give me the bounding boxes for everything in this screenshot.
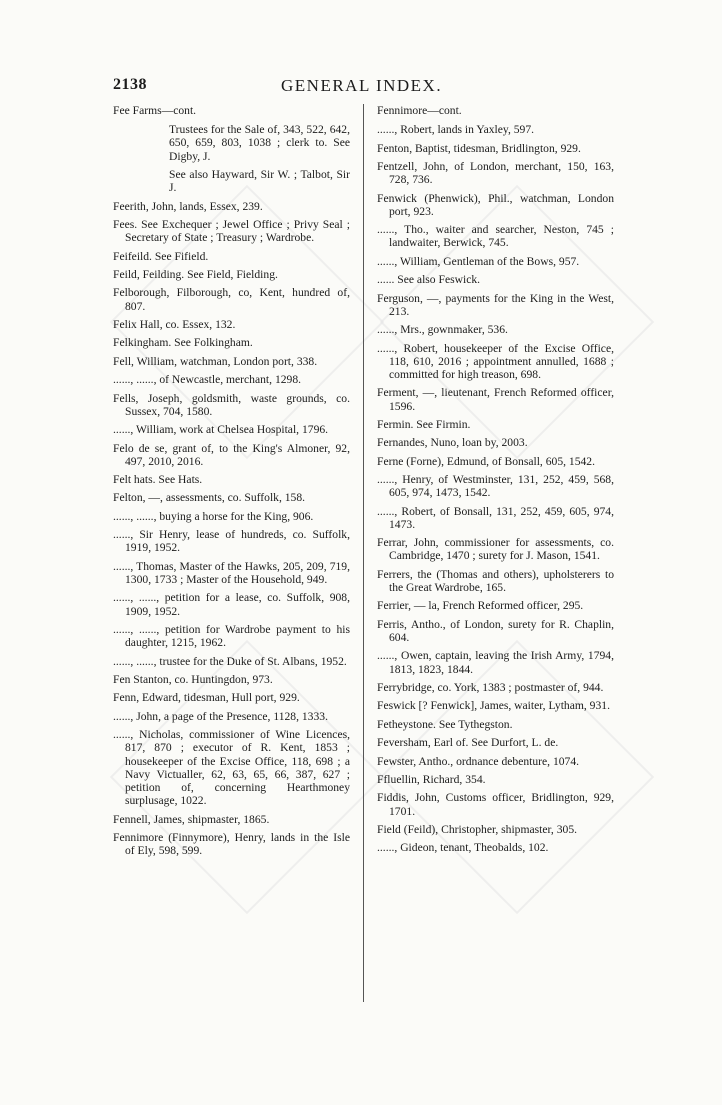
index-entry: Felkingham. See Folkingham. [113, 336, 253, 350]
page-number: 2138 [113, 76, 147, 93]
index-entry: Feifeild. See Fifield. [113, 249, 209, 263]
index-entry: ......, William, work at Chelsea Hospital, 1796. [113, 423, 329, 437]
index-entry: Fen Stanton, co. Huntingdon, 973. [113, 673, 273, 687]
index-entry: ......, William, Gentleman of the Bows, 957. [377, 254, 580, 268]
index-entry: ......, Thomas, Master of the Hawks, 205, 209, 719, 1300, 1733 ; Master of the Household, 949. [113, 559, 350, 587]
index-entry: Feild, Feilding. See Field, Fielding. [113, 267, 278, 281]
index-entry: Ferrar, John, commissioner for assessments, co. Cambridge, 1470 ; surety for J. Mason, 1541. [377, 536, 614, 563]
index-entry: Fenwick (Phenwick), Phil., watchman, London port, 923. [377, 191, 614, 218]
index-entry: ......, John, a page of the Presence, 1128, 1333. [113, 709, 328, 723]
index-entry: ...... See also Feswick. [377, 273, 481, 287]
index-entry: Fells, Joseph, goldsmith, waste grounds, co. Sussex, 704, 1580. [113, 391, 350, 418]
index-entry: Felborough, Filborough, co, Kent, hundred of, 807. [113, 286, 350, 313]
index-entry: Fiddis, John, Customs officer, Bridlington, 929, 1701. [377, 791, 614, 818]
index-entry: Field (Feild), Christopher, shipmaster, 305. [377, 822, 578, 836]
index-entry: Feversham, Earl of. See Durfort, L. de. [377, 736, 559, 750]
index-column-left [113, 104, 350, 863]
index-entry: Fees. See Exchequer ; Jewel Office ; Privy Seal ; Secretary of State ; Treasury ; Wardrobe. [113, 217, 350, 245]
index-entry: Fermin. See Firmin. [377, 417, 471, 431]
index-entry: Fennimore—cont. [377, 104, 462, 117]
index-entry: ......, Tho., waiter and searcher, Neston, 745 ; landwaiter, Berwick, 745. [377, 223, 614, 250]
index-entry: Ferrier, — la, French Reformed officer, 295. [377, 599, 584, 613]
index-entry: Fenn, Edward, tidesman, Hull port, 929. [113, 691, 300, 705]
index-entry: ......, ......, of Newcastle, merchant, 1298. [113, 373, 302, 387]
index-entry: Felt hats. See Hats. [113, 473, 203, 487]
index-entry: ......, Sir Henry, lease of hundreds, co. Suffolk, 1919, 1952. [113, 528, 350, 555]
index-entry: ......, ......, petition for Wardrobe payment to his daughter, 1215, 1962. [113, 623, 350, 650]
index-entry: ......, Nicholas, commissioner of Wine Licences, 817, 870 ; executor of R. Kent, 1853 ; housekeeper of the Excise Office, 118, 698 ; a Navy Victualler, 62, 63, 65, 66, 387, 627 ; petition of, concerning Hearthmoney surplusage, 1022. [113, 728, 350, 808]
index-entry: Ferne (Forne), Edmund, of Bonsall, 605, 1542. [377, 454, 595, 468]
index-entry: Fell, William, watchman, London port, 338. [113, 354, 318, 368]
index-entry: ......, ......, trustee for the Duke of St. Albans, 1952. [113, 654, 347, 668]
index-entry: Ferris, Antho., of London, surety for R. Chaplin, 604. [377, 617, 614, 645]
index-entry: Felix Hall, co. Essex, 132. [113, 317, 236, 331]
index-entry: ......, ......, buying a horse for the King, 906. [113, 509, 314, 523]
index-entry: Felo de se, grant of, to the King's Almoner, 92, 497, 2010, 2016. [113, 441, 350, 468]
index-entry: ......, Owen, captain, leaving the Irish Army, 1794, 1813, 1823, 1844. [377, 649, 614, 676]
index-entry: Ffluellin, Richard, 354. [377, 773, 486, 786]
index-entry: Fetheystone. See Tythegston. [377, 717, 513, 731]
index-entry: Ferguson, —, payments for the King in the West, 213. [377, 291, 614, 318]
page-header [113, 76, 613, 98]
index-entry: ......, Robert, of Bonsall, 131, 252, 459, 605, 974, 1473. [377, 504, 614, 531]
index-entry: Felton, —, assessments, co. Suffolk, 158. [113, 491, 306, 505]
column-divider [363, 104, 364, 1002]
index-entry: Feerith, John, lands, Essex, 239. [113, 199, 263, 213]
index-entry: Ferrers, the (Thomas and others), upholsterers to the Great Wardrobe, 165. [377, 567, 614, 595]
index-entry: See also Hayward, Sir W. ; Talbot, Sir J. [169, 168, 350, 195]
index-entry: ......, Gideon, tenant, Theobalds, 102. [377, 841, 549, 855]
index-entry: Fernandes, Nuno, loan by, 2003. [377, 436, 528, 450]
index-entry: Fennell, James, shipmaster, 1865. [113, 812, 270, 826]
index-entry: Fentzell, John, of London, merchant, 150, 163, 728, 736. [377, 159, 614, 187]
index-entry: Fennimore (Finnymore), Henry, lands in the Isle of Ely, 598, 599. [113, 831, 350, 858]
index-entry: ......, Mrs., gownmaker, 536. [377, 323, 508, 337]
running-title: GENERAL INDEX. [281, 76, 443, 95]
index-entry: Trustees for the Sale of, 343, 522, 642, 650, 659, 803, 1038 ; clerk to. See Digby, J. [169, 123, 350, 163]
index-entry: ......, ......, petition for a lease, co. Suffolk, 908, 1909, 1952. [113, 591, 350, 618]
index-column-right [377, 104, 614, 860]
index-entry: ......, Henry, of Westminster, 131, 252, 459, 568, 605, 974, 1473, 1542. [377, 473, 614, 500]
index-entry: Fenton, Baptist, tidesman, Bridlington, 929. [377, 141, 581, 155]
index-entry: Fewster, Antho., ordnance debenture, 1074. [377, 754, 580, 768]
index-entry: ......, Robert, lands in Yaxley, 597. [377, 123, 535, 137]
index-entry: Fee Farms—cont. [113, 104, 197, 117]
index-entry: Ferment, —, lieutenant, French Reformed officer, 1596. [377, 386, 614, 413]
index-entry: Ferrybridge, co. York, 1383 ; postmaster of, 944. [377, 681, 604, 695]
index-entry: Feswick [? Fenwick], James, waiter, Lytham, 931. [377, 699, 610, 713]
index-entry: ......, Robert, housekeeper of the Excise Office, 118, 610, 2016 ; appointment annulled, 1688 ; committed for high treason, 698. [377, 341, 614, 381]
